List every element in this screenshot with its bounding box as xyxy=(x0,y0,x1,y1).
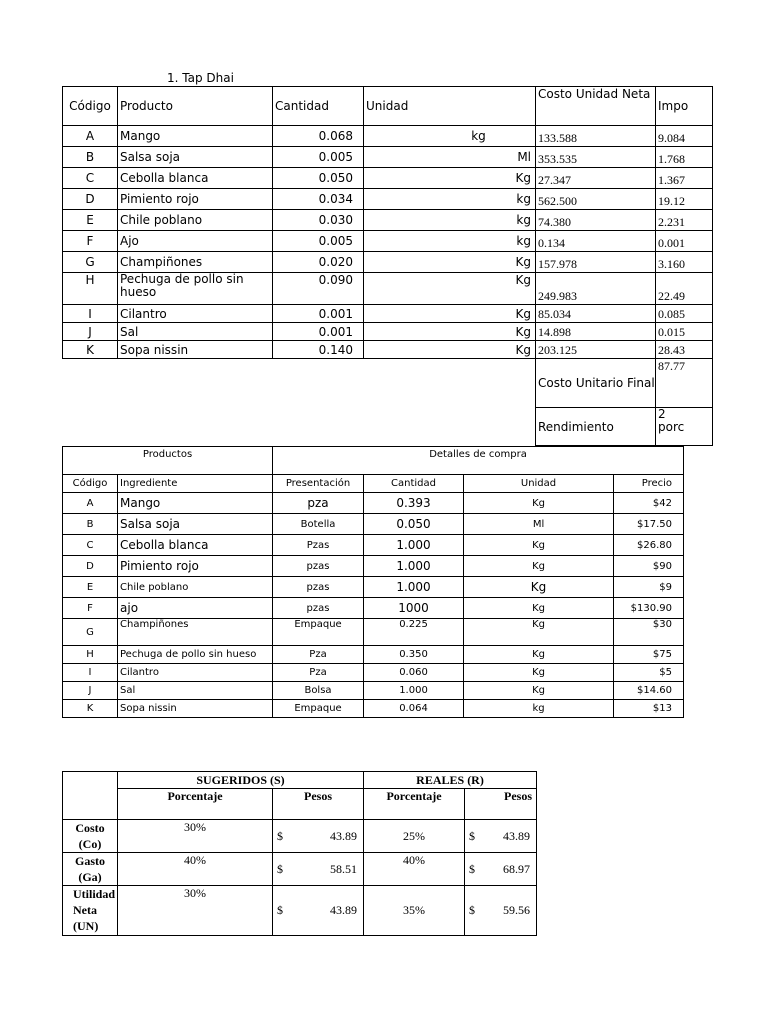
summary-row-gasto xyxy=(63,853,537,886)
cantidad-cell: 1.000 xyxy=(364,535,464,556)
cantidad-cell: 0.064 xyxy=(364,700,464,718)
codigo-cell: G xyxy=(63,252,118,273)
rendimiento-value: 2 porc xyxy=(656,408,713,446)
purchase-details-table xyxy=(62,446,684,718)
costo-unidad-neta-cell: 353.535 xyxy=(536,147,656,168)
cantidad-cell: 0.050 xyxy=(273,168,364,189)
r-pesos: 59.56 xyxy=(503,903,531,917)
cantidad-cell: 0.068 xyxy=(273,126,364,147)
codigo-cell: A xyxy=(63,126,118,147)
rendimiento-label: Rendimiento xyxy=(536,408,656,446)
recipe-row xyxy=(63,126,713,147)
unidad-cell: Kg xyxy=(464,493,614,514)
precio-cell: $9 xyxy=(614,577,684,598)
r-percentage: 35% xyxy=(364,886,465,936)
importe-cell: 22.49 xyxy=(656,273,713,305)
codigo-cell: B xyxy=(63,514,118,535)
recipe-row xyxy=(63,273,713,305)
s-percentage: 30% xyxy=(118,820,273,853)
presentacion-cell: pzas xyxy=(273,577,364,598)
purchase-row xyxy=(63,700,684,718)
presentacion-cell: Pza xyxy=(273,646,364,664)
importe-cell: 1.367 xyxy=(656,168,713,189)
s-pesos-cell xyxy=(273,886,364,936)
presentacion-cell: Pza xyxy=(273,664,364,682)
header-producto: Producto xyxy=(118,87,273,126)
unidad-cell: Kg xyxy=(464,664,614,682)
cantidad-cell: 0.090 xyxy=(273,273,364,305)
unidad-cell: Kg xyxy=(464,598,614,619)
blank-cell xyxy=(63,359,536,408)
precio-cell: $75 xyxy=(614,646,684,664)
header-s-porcentaje: Porcentaje xyxy=(118,789,273,820)
r-percentage: 25% xyxy=(364,820,465,853)
unidad-cell: kg xyxy=(364,210,536,231)
cantidad-cell: 0.005 xyxy=(273,147,364,168)
r-pesos: 43.89 xyxy=(503,828,531,843)
unidad-cell: kg xyxy=(464,700,614,718)
costo-unidad-neta-cell: 562.500 xyxy=(536,189,656,210)
codigo-cell: H xyxy=(63,646,118,664)
unidad-cell: Kg xyxy=(464,535,614,556)
header-codigo: Código xyxy=(63,475,118,493)
cantidad-cell: 0.005 xyxy=(273,231,364,252)
group-detalles-compra: Detalles de compra xyxy=(273,447,684,475)
cantidad-cell: 0.001 xyxy=(273,305,364,323)
cantidad-cell: 0.050 xyxy=(364,514,464,535)
purchase-row xyxy=(63,535,684,556)
ingrediente-cell: Cilantro xyxy=(118,664,273,682)
presentacion-cell: Bolsa xyxy=(273,682,364,700)
cantidad-cell: 0.034 xyxy=(273,189,364,210)
unidad-cell: Kg xyxy=(364,273,536,305)
importe-cell: 3.160 xyxy=(656,252,713,273)
header-codigo: Código xyxy=(63,87,118,126)
recipe-row xyxy=(63,189,713,210)
r-pesos-cell xyxy=(465,886,537,936)
recipe-row xyxy=(63,252,713,273)
presentacion-cell: pza xyxy=(273,493,364,514)
presentacion-cell: Empaque xyxy=(273,619,364,646)
document-title: 1. Tap Dhai xyxy=(167,71,234,85)
s-pesos-cell xyxy=(273,853,364,886)
recipe-row xyxy=(63,147,713,168)
costo-unidad-neta-cell: 14.898 xyxy=(536,323,656,341)
suggested-vs-real-table xyxy=(62,771,537,936)
codigo-cell: K xyxy=(63,700,118,718)
r-pesos: 68.97 xyxy=(503,861,531,876)
header-precio: Precio xyxy=(614,475,684,493)
unidad-cell: Ml xyxy=(364,147,536,168)
ingrediente-cell: Salsa soja xyxy=(118,514,273,535)
unidad-cell: Kg xyxy=(364,252,536,273)
precio-cell: $13 xyxy=(614,700,684,718)
header-r-pesos: Pesos xyxy=(465,789,537,820)
r-percentage: 40% xyxy=(364,853,465,886)
header-cantidad: Cantidad xyxy=(364,475,464,493)
r-pesos-cell xyxy=(465,853,537,886)
codigo-cell: K xyxy=(63,341,118,359)
purchase-row xyxy=(63,646,684,664)
purchase-row xyxy=(63,682,684,700)
codigo-cell: J xyxy=(63,682,118,700)
presentacion-cell: pzas xyxy=(273,556,364,577)
cantidad-cell: 0.350 xyxy=(364,646,464,664)
cantidad-cell: 0.393 xyxy=(364,493,464,514)
ingrediente-cell: Sal xyxy=(118,682,273,700)
codigo-cell: G xyxy=(63,619,118,646)
recipe-row xyxy=(63,341,713,359)
importe-cell: 1.768 xyxy=(656,147,713,168)
precio-cell: $14.60 xyxy=(614,682,684,700)
s-pesos: 43.89 xyxy=(330,828,358,843)
group-productos: Productos xyxy=(63,447,273,475)
unidad-cell: kg xyxy=(364,189,536,210)
codigo-cell: A xyxy=(63,493,118,514)
purchase-group-header xyxy=(63,447,684,475)
codigo-cell: I xyxy=(63,305,118,323)
purchase-row xyxy=(63,577,684,598)
summary-row-utilidad xyxy=(63,886,537,936)
importe-cell: 9.084 xyxy=(656,126,713,147)
recipe-row xyxy=(63,210,713,231)
unidad-cell: Kg xyxy=(464,556,614,577)
header-s-pesos: Pesos xyxy=(273,789,364,820)
ingrediente-cell: Pechuga de pollo sin hueso xyxy=(118,646,273,664)
producto-cell: Cebolla blanca xyxy=(118,168,273,189)
producto-cell: Cilantro xyxy=(118,305,273,323)
header-unidad: Unidad xyxy=(464,475,614,493)
header-ingrediente: Ingrediente xyxy=(118,475,273,493)
s-pesos: 58.51 xyxy=(330,861,358,876)
purchase-row xyxy=(63,556,684,577)
recipe-row xyxy=(63,305,713,323)
s-pesos: 43.89 xyxy=(330,903,358,917)
unidad-cell: Kg xyxy=(364,305,536,323)
s-percentage: 40% xyxy=(118,853,273,886)
costo-unitario-final-label: Costo Unitario Final xyxy=(536,359,656,408)
summary-sub-header xyxy=(63,789,537,820)
currency-symbol: $ xyxy=(277,828,283,843)
purchase-row xyxy=(63,619,684,646)
producto-cell: Sopa nissin xyxy=(118,341,273,359)
producto-cell: Ajo xyxy=(118,231,273,252)
purchase-row xyxy=(63,598,684,619)
header-presentacion: Presentación xyxy=(273,475,364,493)
purchase-table-header xyxy=(63,475,684,493)
currency-symbol: $ xyxy=(469,861,476,876)
s-pesos-cell xyxy=(273,820,364,853)
recipe-row xyxy=(63,323,713,341)
currency-symbol: $ xyxy=(277,861,283,876)
costo-unitario-final-value: 87.77 xyxy=(656,359,713,408)
ingrediente-cell: Sopa nissin xyxy=(118,700,273,718)
precio-cell: $42 xyxy=(614,493,684,514)
producto-cell: Pimiento rojo xyxy=(118,189,273,210)
presentacion-cell: Botella xyxy=(273,514,364,535)
precio-cell: $17.50 xyxy=(614,514,684,535)
costo-unidad-neta-cell: 133.588 xyxy=(536,126,656,147)
summary-group-header xyxy=(63,772,537,789)
presentacion-cell: Empaque xyxy=(273,700,364,718)
currency-symbol: $ xyxy=(469,903,476,917)
header-r-porcentaje: Porcentaje xyxy=(364,789,465,820)
cantidad-cell: 1.000 xyxy=(364,556,464,577)
importe-cell: 0.015 xyxy=(656,323,713,341)
ingrediente-cell: Champiñones xyxy=(118,619,273,646)
recipe-table-header xyxy=(63,87,713,126)
recipe-row xyxy=(63,231,713,252)
codigo-cell: C xyxy=(63,168,118,189)
precio-cell: $90 xyxy=(614,556,684,577)
blank-cell xyxy=(63,408,536,446)
r-pesos-cell xyxy=(465,820,537,853)
currency-symbol: $ xyxy=(277,903,283,917)
importe-cell: 28.43 xyxy=(656,341,713,359)
costo-unitario-final-row xyxy=(63,359,713,408)
presentacion-cell: pzas xyxy=(273,598,364,619)
recipe-row xyxy=(63,168,713,189)
row-label: Gasto (Ga) xyxy=(63,853,118,886)
codigo-cell: H xyxy=(63,273,118,305)
rendimiento-row xyxy=(63,408,713,446)
importe-cell: 19.12 xyxy=(656,189,713,210)
unidad-cell: Ml xyxy=(464,514,614,535)
recipe-cost-table xyxy=(62,86,713,446)
s-percentage: 30% xyxy=(118,886,273,936)
unidad-cell: kg xyxy=(364,126,536,147)
ingrediente-cell: Cebolla blanca xyxy=(118,535,273,556)
codigo-cell: D xyxy=(63,189,118,210)
codigo-cell: I xyxy=(63,664,118,682)
presentacion-cell: Pzas xyxy=(273,535,364,556)
cantidad-cell: 0.060 xyxy=(364,664,464,682)
unidad-cell: Kg xyxy=(464,577,614,598)
ingrediente-cell: ajo xyxy=(118,598,273,619)
purchase-row xyxy=(63,664,684,682)
costo-unidad-neta-cell: 27.347 xyxy=(536,168,656,189)
cantidad-cell: 0.225 xyxy=(364,619,464,646)
cantidad-cell: 1000 xyxy=(364,598,464,619)
producto-cell: Mango xyxy=(118,126,273,147)
header-costo-unidad-neta: Costo Unidad Neta xyxy=(536,87,656,126)
unidad-cell: Kg xyxy=(464,682,614,700)
precio-cell: $26.80 xyxy=(614,535,684,556)
header-reales: REALES (R) xyxy=(364,772,537,789)
purchase-row xyxy=(63,514,684,535)
cantidad-cell: 0.140 xyxy=(273,341,364,359)
row-label: Costo (Co) xyxy=(63,820,118,853)
costo-unidad-neta-cell: 203.125 xyxy=(536,341,656,359)
producto-cell: Champiñones xyxy=(118,252,273,273)
currency-symbol: $ xyxy=(469,828,476,843)
header-unidad: Unidad xyxy=(364,87,536,126)
header-sugeridos: SUGERIDOS (S) xyxy=(118,772,364,789)
costo-unidad-neta-cell: 0.134 xyxy=(536,231,656,252)
codigo-cell: J xyxy=(63,323,118,341)
producto-cell: Chile poblano xyxy=(118,210,273,231)
producto-cell: Pechuga de pollo sin hueso xyxy=(118,273,273,305)
cantidad-cell: 0.020 xyxy=(273,252,364,273)
codigo-cell: F xyxy=(63,598,118,619)
precio-cell: $30 xyxy=(614,619,684,646)
codigo-cell: B xyxy=(63,147,118,168)
unidad-cell: Kg xyxy=(364,341,536,359)
codigo-cell: E xyxy=(63,210,118,231)
unidad-cell: kg xyxy=(364,231,536,252)
row-label: Utilidad Neta (UN) xyxy=(63,886,118,936)
producto-cell: Salsa soja xyxy=(118,147,273,168)
importe-cell: 0.001 xyxy=(656,231,713,252)
costo-unidad-neta-cell: 249.983 xyxy=(536,273,656,305)
summary-corner-cell xyxy=(63,772,118,820)
codigo-cell: E xyxy=(63,577,118,598)
codigo-cell: F xyxy=(63,231,118,252)
costo-unidad-neta-cell: 157.978 xyxy=(536,252,656,273)
ingrediente-cell: Chile poblano xyxy=(118,577,273,598)
cantidad-cell: 0.001 xyxy=(273,323,364,341)
header-cantidad: Cantidad xyxy=(273,87,364,126)
precio-cell: $130.90 xyxy=(614,598,684,619)
codigo-cell: C xyxy=(63,535,118,556)
unidad-cell: Kg xyxy=(364,323,536,341)
producto-cell: Sal xyxy=(118,323,273,341)
ingrediente-cell: Mango xyxy=(118,493,273,514)
ingrediente-cell: Pimiento rojo xyxy=(118,556,273,577)
importe-cell: 2.231 xyxy=(656,210,713,231)
purchase-row xyxy=(63,493,684,514)
unidad-cell: Kg xyxy=(364,168,536,189)
cantidad-cell: 0.030 xyxy=(273,210,364,231)
unidad-cell: Kg xyxy=(464,646,614,664)
unidad-cell: Kg xyxy=(464,619,614,646)
costo-unidad-neta-cell: 74.380 xyxy=(536,210,656,231)
costo-unidad-neta-cell: 85.034 xyxy=(536,305,656,323)
importe-cell: 0.085 xyxy=(656,305,713,323)
header-importe: Impo xyxy=(656,87,713,126)
cantidad-cell: 1.000 xyxy=(364,577,464,598)
precio-cell: $5 xyxy=(614,664,684,682)
cantidad-cell: 1.000 xyxy=(364,682,464,700)
codigo-cell: D xyxy=(63,556,118,577)
summary-row-costo xyxy=(63,820,537,853)
